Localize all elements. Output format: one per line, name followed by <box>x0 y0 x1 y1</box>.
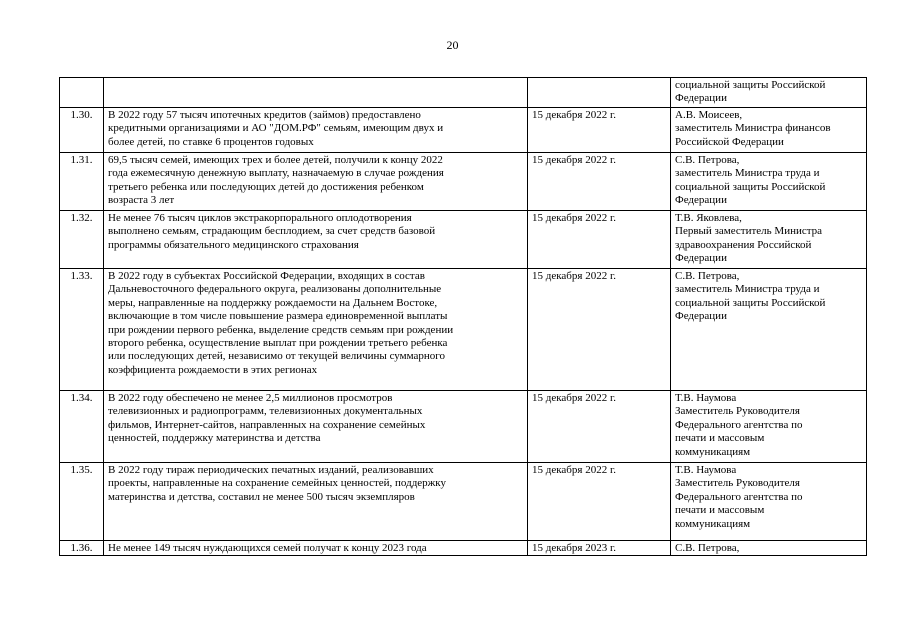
measure-text: В 2022 году 57 тысяч ипотечных кредитов (займов) предоставлено кредитными организациями и АО "ДОМ.РФ" семьям, имеющим двух и более детей, по ставке 6 процентов годовых <box>104 108 528 153</box>
responsible-person: Т.В. Наумова Заместитель Руководителя Федерального агентства по печати и массовым коммуникациям <box>671 463 867 541</box>
measure-text: 69,5 тысяч семей, имеющих трех и более детей, получили к концу 2022 года ежемесячную денежную выплату, назначаемую в случае рождения третьего ребенка или последующих детей до достижения ребенком возраста 3 лет <box>104 153 528 211</box>
responsible-person: С.В. Петрова, заместитель Министра труда и социальной защиты Российской Федерации <box>671 269 867 391</box>
measure-text <box>104 78 528 108</box>
responsible-person: А.В. Моисеев, заместитель Министра финансов Российской Федерации <box>671 108 867 153</box>
deadline-date: 15 декабря 2023 г. <box>528 541 671 556</box>
table-row <box>60 269 867 391</box>
table-row <box>60 541 867 556</box>
measure-text: Не менее 76 тысяч циклов экстракорпорального оплодотворения выполнено семьям, страдающим бесплодием, за счет средств базовой программы обязательного медицинского страхования <box>104 211 528 269</box>
table-row <box>60 153 867 211</box>
measure-text: Не менее 149 тысяч нуждающихся семей получат к концу 2023 года <box>104 541 528 556</box>
table-row <box>60 108 867 153</box>
row-number: 1.31. <box>60 153 104 211</box>
deadline-date <box>528 78 671 108</box>
responsible-person: Т.В. Яковлева, Первый заместитель Министра здравоохранения Российской Федерации <box>671 211 867 269</box>
measure-text: В 2022 году обеспечено не менее 2,5 миллионов просмотров телевизионных и радиопрограмм, телевизионных документальных фильмов, Интернет-сайтов, направленных на сохранение семейных ценностей, поддержку материнства и детства <box>104 391 528 463</box>
row-number: 1.34. <box>60 391 104 463</box>
responsible-person: С.В. Петрова, <box>671 541 867 556</box>
deadline-date: 15 декабря 2022 г. <box>528 153 671 211</box>
page-number: 20 <box>446 38 459 52</box>
measures-table <box>59 77 867 556</box>
row-number: 1.35. <box>60 463 104 541</box>
deadline-date: 15 декабря 2022 г. <box>528 391 671 463</box>
table-row <box>60 463 867 541</box>
deadline-date: 15 декабря 2022 г. <box>528 463 671 541</box>
responsible-person: Т.В. Наумова Заместитель Руководителя Федерального агентства по печати и массовым коммуникациям <box>671 391 867 463</box>
deadline-date: 15 декабря 2022 г. <box>528 269 671 391</box>
row-number: 1.36. <box>60 541 104 556</box>
measure-text: В 2022 году в субъектах Российской Федерации, входящих в состав Дальневосточного федерального округа, реализованы дополнительные меры, направленные на поддержку рождаемости на Дальнем Востоке, включающие в том числе повышение размера единовременной выплаты при рождении первого ребенка, выделение средств семьям при рождении второго ребенка, осуществление выплат при рождении третьего ребенка или последующих детей, независимо от текущей величины суммарного коэффициента рождаемости в этих регионах <box>104 269 528 391</box>
responsible-person: социальной защиты Российской Федерации <box>671 78 867 108</box>
table-row <box>60 391 867 463</box>
row-number: 1.32. <box>60 211 104 269</box>
deadline-date: 15 декабря 2022 г. <box>528 211 671 269</box>
row-number <box>60 78 104 108</box>
row-number: 1.33. <box>60 269 104 391</box>
measure-text: В 2022 году тираж периодических печатных изданий, реализовавших проекты, направленные на сохранение семейных ценностей, поддержку материнства и детства, составил не менее 500 тысяч экземпляров <box>104 463 528 541</box>
deadline-date: 15 декабря 2022 г. <box>528 108 671 153</box>
table-row <box>60 211 867 269</box>
row-number: 1.30. <box>60 108 104 153</box>
responsible-person: С.В. Петрова, заместитель Министра труда и социальной защиты Российской Федерации <box>671 153 867 211</box>
table-row <box>60 78 867 108</box>
